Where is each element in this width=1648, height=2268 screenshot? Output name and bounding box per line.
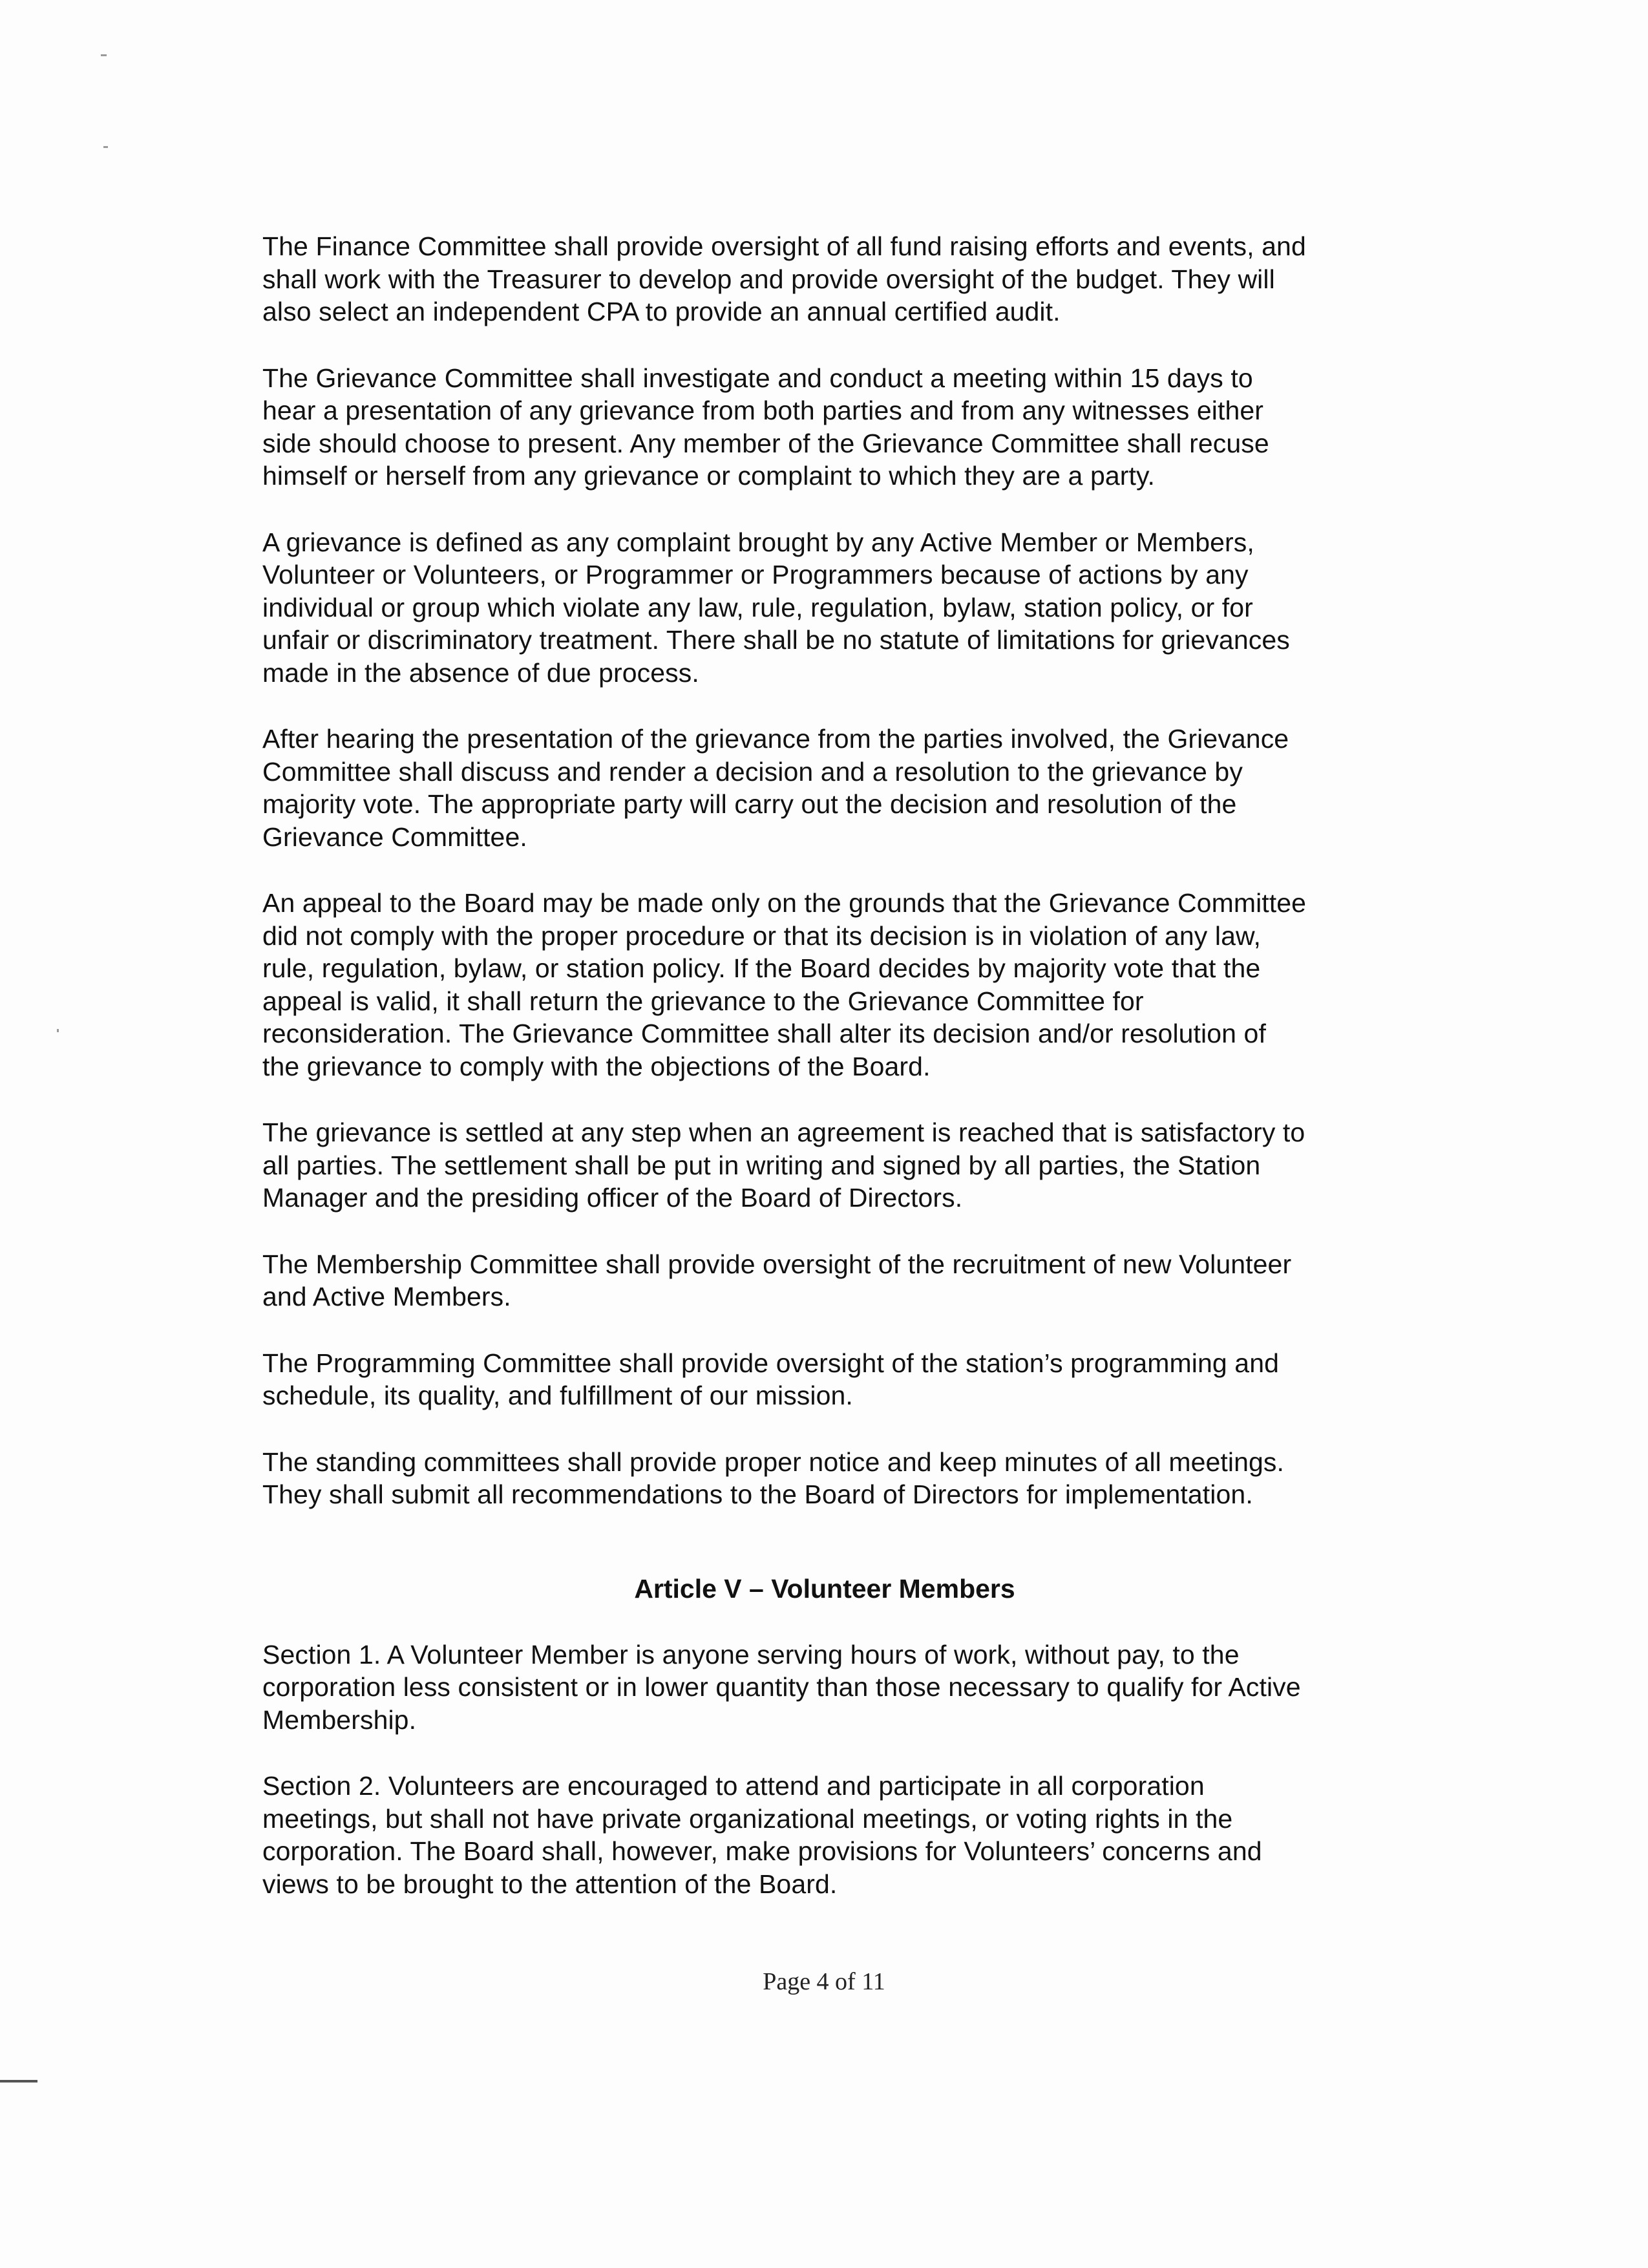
- scan-speck: [0, 2080, 37, 2083]
- text-line: majority vote. The appropriate party will carry out the decision and resolution of the: [262, 789, 1237, 819]
- text-line: The Programming Committee shall provide oversight of the station’s programming and: [262, 1348, 1280, 1378]
- text-line: The standing committees shall provide proper notice and keep minutes of all meetings.: [262, 1447, 1285, 1477]
- paragraph-appeal: [262, 887, 1400, 1083]
- text-line: shall work with the Treasurer to develop and provide oversight of the budget. They will: [262, 264, 1275, 294]
- paragraph-grievance-committee: [262, 362, 1400, 493]
- scan-speck: [103, 146, 108, 148]
- text-line: corporation. The Board shall, however, make provisions for Volunteers’ concerns and: [262, 1836, 1262, 1866]
- text-line: unfair or discriminatory treatment. There shall be no statute of limitations for grievances: [262, 625, 1290, 655]
- text-line: rule, regulation, bylaw, or station policy. If the Board decides by majority vote that the: [262, 953, 1261, 983]
- text-line: reconsideration. The Grievance Committee shall alter its decision and/or resolution of: [262, 1019, 1266, 1048]
- text-line: made in the absence of due process.: [262, 657, 699, 688]
- text-line: Committee shall discuss and render a decision and a resolution to the grievance by: [262, 756, 1243, 787]
- text-line: all parties. The settlement shall be put in writing and signed by all parties, the Station: [262, 1150, 1261, 1180]
- article-section-2: [262, 1770, 1400, 1900]
- text-line: The Grievance Committee shall investigate and conduct a meeting within 15 days to: [262, 363, 1253, 393]
- text-line: Membership.: [262, 1704, 417, 1735]
- text-line: They shall submit all recommendations to the Board of Directors for implementation.: [262, 1479, 1253, 1509]
- paragraph-grievance-hearing: [262, 723, 1400, 853]
- text-line: Volunteer or Volunteers, or Programmer or Programmers because of actions by any: [262, 560, 1249, 589]
- text-line: The Finance Committee shall provide oversight of all fund raising efforts and events, and: [262, 231, 1306, 261]
- text-line: individual or group which violate any law, rule, regulation, bylaw, station policy, or for: [262, 592, 1253, 622]
- text-line: himself or herself from any grievance or complaint to which they are a party.: [262, 461, 1156, 491]
- text-line: Grievance Committee.: [262, 821, 527, 852]
- text-line: appeal is valid, it shall return the grievance to the Grievance Committee for: [262, 986, 1144, 1016]
- text-line: Section 2. Volunteers are encouraged to attend and participate in all corporation: [262, 1771, 1205, 1801]
- article-section: [262, 1573, 1400, 1901]
- text-line: and Active Members.: [262, 1282, 511, 1311]
- text-line: A grievance is defined as any complaint brought by any Active Member or Members,: [262, 527, 1254, 557]
- document-body: [262, 230, 1400, 1900]
- paragraph-membership-committee: [262, 1248, 1400, 1313]
- text-line: side should choose to present. Any member of the Grievance Committee shall recuse: [262, 428, 1269, 458]
- text-line: also select an independent CPA to provide an annual certified audit.: [262, 297, 1061, 326]
- text-line: Manager and the presiding officer of the Board of Directors.: [262, 1183, 963, 1213]
- text-line: corporation less consistent or in lower quantity than those necessary to qualify for Active: [262, 1672, 1301, 1702]
- text-line: The grievance is settled at any step when an agreement is reached that is satisfactory to: [262, 1118, 1305, 1147]
- committee-paragraphs: [262, 230, 1400, 1511]
- paragraph-programming-committee: [262, 1347, 1400, 1412]
- article-heading: Article V – Volunteer Members: [634, 1573, 1015, 1604]
- paragraph-standing-committees: [262, 1446, 1400, 1511]
- text-line: schedule, its quality, and fulfillment of our mission.: [262, 1381, 853, 1410]
- text-line: did not comply with the proper procedure or that its decision is in violation of any law,: [262, 920, 1261, 951]
- text-line: After hearing the presentation of the grievance from the parties involved, the Grievance: [262, 724, 1289, 754]
- text-line: meetings, but shall not have private organizational meetings, or voting rights in the: [262, 1803, 1233, 1834]
- text-line: views to be brought to the attention of the Board.: [262, 1869, 838, 1899]
- text-line: the grievance to comply with the objections of the Board.: [262, 1051, 931, 1081]
- paragraph-grievance-definition: [262, 526, 1400, 690]
- scan-speck: [57, 1029, 59, 1032]
- paragraph-finance-committee: [262, 230, 1400, 328]
- text-line: hear a presentation of any grievance from both parties and from any witnesses either: [262, 396, 1264, 425]
- article-section-1: [262, 1638, 1400, 1737]
- text-line: Section 1. A Volunteer Member is anyone serving hours of work, without pay, to the: [262, 1639, 1240, 1669]
- text-line: The Membership Committee shall provide oversight of the recruitment of new Volunteer: [262, 1249, 1292, 1279]
- text-line: An appeal to the Board may be made only on the grounds that the Grievance Committee: [262, 888, 1307, 918]
- scan-speck: [101, 54, 107, 56]
- paragraph-settlement: [262, 1116, 1400, 1214]
- page-number-footer: Page 4 of 11: [763, 1968, 885, 1995]
